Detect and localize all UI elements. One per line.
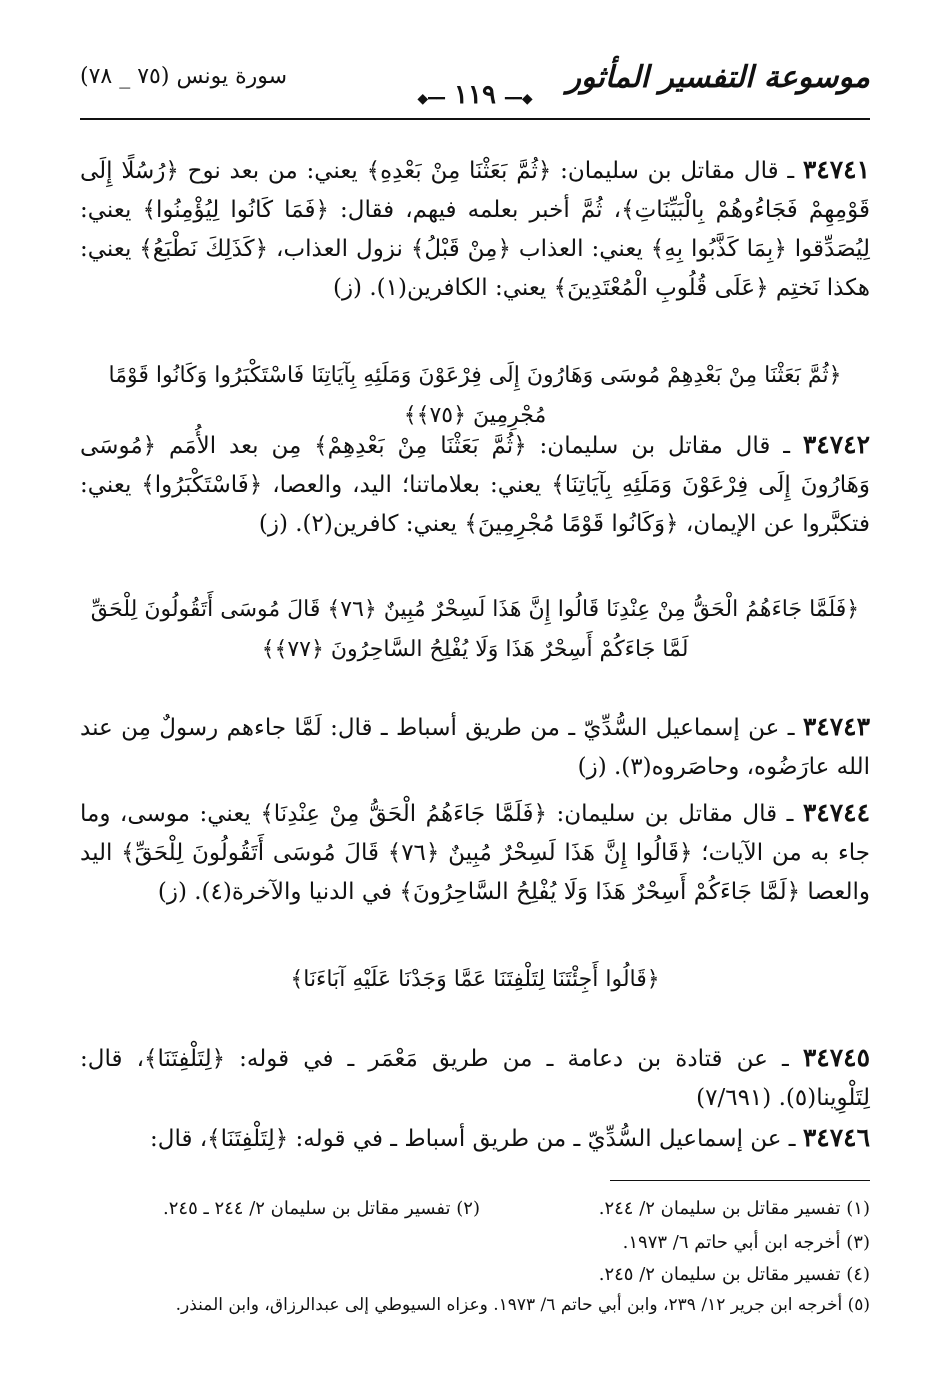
quran-verse: ﴿فَلَمَّا جَاءَهُمُ الْحَقُّ مِنْ عِنْدِنَا قَالُوا إِنَّ هَذَا لَسِحْرٌ مُبِينٌ ﴿٧٦﴾ قَالَ مُوسَى أَتَقُولُونَ لِلْحَقِّ لَمَّا جَاءَكُمْ أَسِحْرٌ هَذَا وَلَا يُفْلِحُ السَّاحِرُونَ ﴿٧٧﴾﴾ (90, 597, 860, 662)
quran-verse: ﴿ثُمَّ بَعَثْنَا مِنْ بَعْدِهِمْ مُوسَى وَهَارُونَ إِلَى فِرْعَوْنَ وَمَلَئِهِ بِآيَاتِنَا فَاسْتَكْبَرُوا وَكَانُوا قَوْمًا مُجْرِمِينَ ﴿٧٥﴾﴾ (108, 363, 842, 428)
footnote: (٣) أخرجه ابن أبي حاتم ٦/ ١٩٧٣. (622, 1232, 870, 1253)
page-number: ١١٩ (454, 80, 496, 110)
entry-number: ٣٤٧٤١ (802, 155, 870, 184)
page-number-group (417, 80, 532, 110)
entry-text: ـ عن قتادة بن دعامة ـ من طريق مَعْمَر ـ في قوله: ﴿لِتَلْفِتَنَا﴾، قال: لِتَلْوِينا(٥). (٧/٦٩١) (80, 1046, 870, 1111)
surah-reference: سورة يونس (٧٥ _ ٧٨) (80, 64, 288, 89)
footnote: (٥) أخرجه ابن جرير ١٢/ ٢٣٩، وابن أبي حاتم ٦/ ١٩٧٣. وعزاه السيوطي إلى عبدالرزاق، وابن المنذر. (175, 1295, 870, 1315)
narration-entry (80, 707, 870, 787)
entry-number: ٣٤٧٤٢ (802, 430, 870, 459)
entry-number: ٣٤٧٤٤ (802, 798, 870, 827)
narration-entry (80, 793, 870, 912)
narration-entry (80, 150, 870, 308)
entry-number: ٣٤٧٤٦ (802, 1123, 870, 1152)
ornament-right-icon: ━━◆ (505, 91, 533, 107)
footnote: (١) تفسير مقاتل بن سليمان ٢/ ٢٤٤. (598, 1198, 870, 1219)
entry-number: ٣٤٧٤٣ (802, 712, 870, 741)
entry-text: ـ عن إسماعيل السُّدِّيّ ـ من طريق أسباط ـ قال: لَمَّا جاءهم رسولٌ مِن عند الله عارَضُوه، وحاصَروه(٣). (ز) (80, 715, 870, 780)
entry-text: ـ قال مقاتل بن سليمان: ﴿ثُمَّ بَعَثْنَا مِنْ بَعْدِهِ﴾ يعني: من بعد نوح ﴿رُسُلًا إِلَى قَوْمِهِمْ فَجَاءُوهُمْ بِالْبَيِّنَاتِ﴾، ثُمَّ أخبر بعلمه فيهم، فقال: ﴿فَمَا كَانُوا لِيُؤْمِنُوا﴾ يعني: لِيُصَدِّقوا ﴿بِمَا كَذَّبُوا بِهِ﴾ يعني: العذاب ﴿مِنْ قَبْلُ﴾ نزول العذاب، ﴿كَذَلِكَ نَطْبَعُ﴾ يعني: هكذا نَختِم ﴿عَلَى قُلُوبِ الْمُعْتَدِينَ﴾ يعني: الكافرين(١). (ز) (80, 158, 870, 301)
header-rule (80, 118, 870, 120)
entry-text: ـ عن إسماعيل السُّدِّيّ ـ من طريق أسباط ـ في قوله: ﴿لِتَلْفِتَنَا﴾، قال: (149, 1126, 803, 1152)
page-header (80, 58, 870, 108)
quran-verse: ﴿قَالُوا أَجِئْتَنَا لِتَلْفِتَنَا عَمَّا وَجَدْنَا عَلَيْهِ آبَاءَنَا﴾ (290, 967, 660, 992)
footnote-rule (610, 1180, 870, 1181)
entry-text: ـ قال مقاتل بن سليمان: ﴿ثُمَّ بَعَثْنَا مِنْ بَعْدِهِمْ﴾ مِن بعد الأُمَم ﴿مُوسَى وَهَارُونَ إِلَى فِرْعَوْنَ وَمَلَئِهِ بِآيَاتِنَا﴾ يعني: بعلاماتنا؛ اليد، والعصا، ﴿فَاسْتَكْبَرُوا﴾ يعني: فتكبَّروا عن الإيمان، ﴿وَكَانُوا قَوْمًا مُجْرِمِينَ﴾ يعني: كافرين(٢). (ز) (80, 433, 870, 537)
ornament-left-icon: ◆━━ (417, 91, 445, 107)
footnote: (٢) تفسير مقاتل بن سليمان ٢/ ٢٤٤ ـ ٢٤٥. (163, 1198, 480, 1219)
entry-number: ٣٤٧٤٥ (802, 1043, 870, 1072)
book-title: موسوعة التفسير المأثور (566, 60, 870, 95)
narration-entry (80, 1118, 870, 1159)
entry-text: ـ قال مقاتل بن سليمان: ﴿فَلَمَّا جَاءَهُمُ الْحَقُّ مِنْ عِنْدِنَا﴾ يعني: موسى، وما جاء به من الآيات؛ ﴿قَالُوا إِنَّ هَذَا لَسِحْرٌ مُبِينٌ ﴿٧٦﴾ قَالَ مُوسَى أَتَقُولُونَ لِلْحَقِّ﴾ اليد والعصا ﴿لَمَّا جَاءَكُمْ أَسِحْرٌ هَذَا وَلَا يُفْلِحُ السَّاحِرُونَ﴾ في الدنيا والآخرة(٤). (ز) (80, 801, 870, 905)
narration-entry (80, 1038, 870, 1118)
footnote: (٤) تفسير مقاتل بن سليمان ٢/ ٢٤٥. (598, 1264, 870, 1285)
narration-entry (80, 425, 870, 544)
